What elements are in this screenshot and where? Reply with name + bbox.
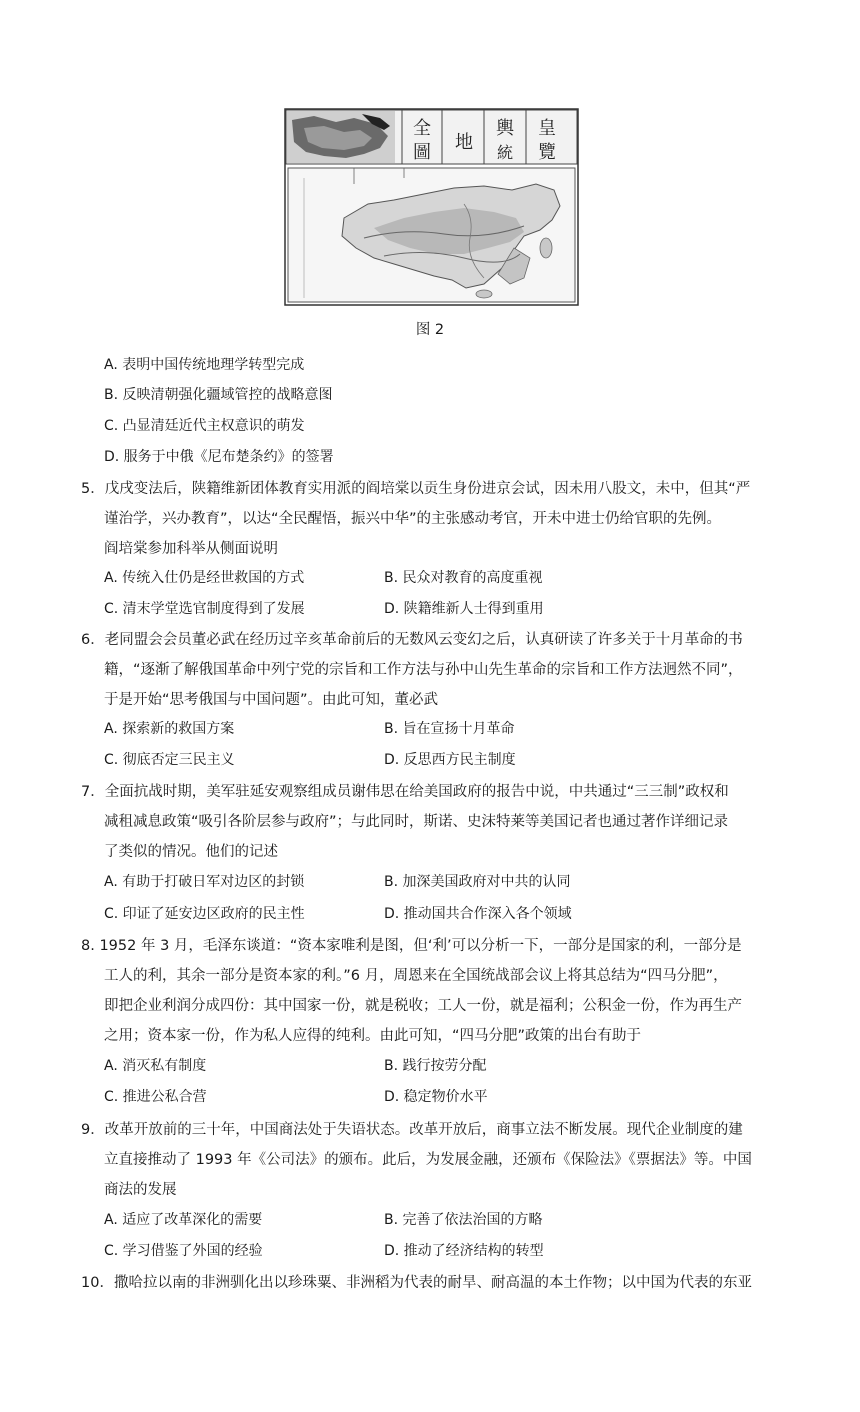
q5-stem-line-2: 谨治学，兴办教育”，以达“全民醒悟，振兴中华”的主张感动考官，开未中进士仍给官职的先例。 (104, 511, 722, 527)
q6-stem-line-2: 籍，“逐渐了解俄国革命中列宁党的宗旨和工作方法与孙中山先生革命的宗旨和工作方法迥然不同”， (104, 662, 743, 678)
q7-option-b: B. 加深美国政府对中共的认同 (384, 874, 571, 890)
q9-stem-line-1: 9．改革开放前的三十年，中国商法处于失语状态。改革开放后，商事立法不断发展。现代企业制度的建 (81, 1122, 743, 1138)
q7-option-c: C. 印证了延安边区政府的民主性 (104, 906, 305, 922)
q5-stem-line-1: 5．戊戌变法后，陕籍维新团体教育实用派的阎培棠以贡生身份进京会试，因未用八股文，未中，但其“严 (81, 481, 751, 497)
q5-stem-line-3: 阎培棠参加科举从侧面说明 (104, 541, 278, 557)
q8-stem-line-2: 工人的利，其余一部分是资本家的利。”6 月，周恩来在全国统战部会议上将其总结为“四马分肥”， (104, 968, 728, 984)
q8-option-b: B. 践行按劳分配 (384, 1058, 487, 1074)
q4-option-a: A. 表明中国传统地理学转型完成 (104, 357, 305, 373)
q6-option-a: A. 探索新的救国方案 (104, 721, 235, 737)
q9-option-d: D. 推动了经济结构的转型 (384, 1243, 544, 1259)
q9-option-b: B. 完善了依法治国的方略 (384, 1212, 543, 1228)
q7-stem-line-1: 7．全面抗战时期，美军驻延安观察组成员谢伟思在给美国政府的报告中说，中共通过“三三制”政权和 (81, 784, 729, 800)
q6-option-d: D. 反思西方民主制度 (384, 752, 516, 768)
q5-option-a: A. 传统入仕仍是经世救国的方式 (104, 570, 305, 586)
map-title-char-5: 圖 (413, 142, 431, 163)
q9-option-c: C. 学习借鉴了外国的经验 (104, 1243, 263, 1259)
q8-stem-line-4: 之用；资本家一份，作为私人应得的纯利。由此可知，“四马分肥”政策的出台有助于 (104, 1028, 642, 1044)
map-title-char-1: 皇 (538, 118, 556, 139)
q7-stem-line-3: 了类似的情况。他们的记述 (104, 844, 278, 860)
q7-option-d: D. 推动国共合作深入各个领域 (384, 906, 572, 922)
svg-text:統: 統 (496, 143, 514, 162)
map-image (284, 108, 579, 306)
q6-stem-line-1: 6．老同盟会会员董必武在经历过辛亥革命前后的无数风云变幻之后，认真研读了许多关于十月革命的书 (81, 632, 743, 648)
q9-stem-line-3: 商法的发展 (104, 1182, 177, 1198)
map-title-char-4: 覽 (538, 142, 556, 163)
q7-stem-line-2: 减租减息政策“吸引各阶层参与政府”；与此同时，斯诺、史沫特莱等美国记者也通过著作详细记录 (104, 814, 729, 830)
q8-option-d: D. 稳定物价水平 (384, 1089, 488, 1105)
q10-stem-line-1: 10．撒哈拉以南的非洲驯化出以珍珠粟、非洲稻为代表的耐旱、耐高温的本土作物；以中国为代表的东亚 (81, 1275, 752, 1291)
q9-stem-line-2: 立直接推动了 1993 年《公司法》的颁布。此后，为发展金融，还颁布《保险法》《票据法》等。中国 (104, 1152, 752, 1168)
map-title-char-3: 全 (413, 118, 431, 139)
q6-stem-line-3: 于是开始“思考俄国与中国问题”。由此可知，董必武 (104, 692, 439, 708)
figure-caption: 图 2 (415, 322, 445, 338)
q5-option-b: B. 民众对教育的高度重视 (384, 570, 543, 586)
q8-stem-line-1: 8. 1952 年 3 月，毛泽东谈道：“资本家唯利是图，但‘利’可以分析一下，一部分是国家的利，一部分是 (81, 938, 742, 954)
q7-option-a: A. 有助于打破日军对边区的封锁 (104, 874, 305, 890)
q8-option-a: A. 消灭私有制度 (104, 1058, 207, 1074)
q4-option-c: C. 凸显清廷近代主权意识的萌发 (104, 418, 305, 434)
q5-option-c: C. 清末学堂选官制度得到了发展 (104, 601, 305, 617)
q6-option-c: C. 彻底否定三民主义 (104, 752, 235, 768)
q9-option-a: A. 适应了改革深化的需要 (104, 1212, 263, 1228)
map-title-char-2: 輿 (496, 118, 514, 139)
q5-option-d: D. 陕籍维新人士得到重用 (384, 601, 544, 617)
q8-option-c: C. 推进公私合营 (104, 1089, 207, 1105)
q4-option-d: D. 服务于中俄《尼布楚条约》的签署 (104, 449, 334, 465)
q4-option-b: B. 反映清朝强化疆域管控的战略意图 (104, 387, 333, 403)
map-title-char-6: 地 (455, 132, 473, 153)
q6-option-b: B. 旨在宣扬十月革命 (384, 721, 515, 737)
map-figure (284, 108, 579, 306)
q8-stem-line-3: 即把企业利润分成四份：其中国家一份，就是税收；工人一份，就是福利；公积金一份，作为再生产 (104, 998, 742, 1014)
